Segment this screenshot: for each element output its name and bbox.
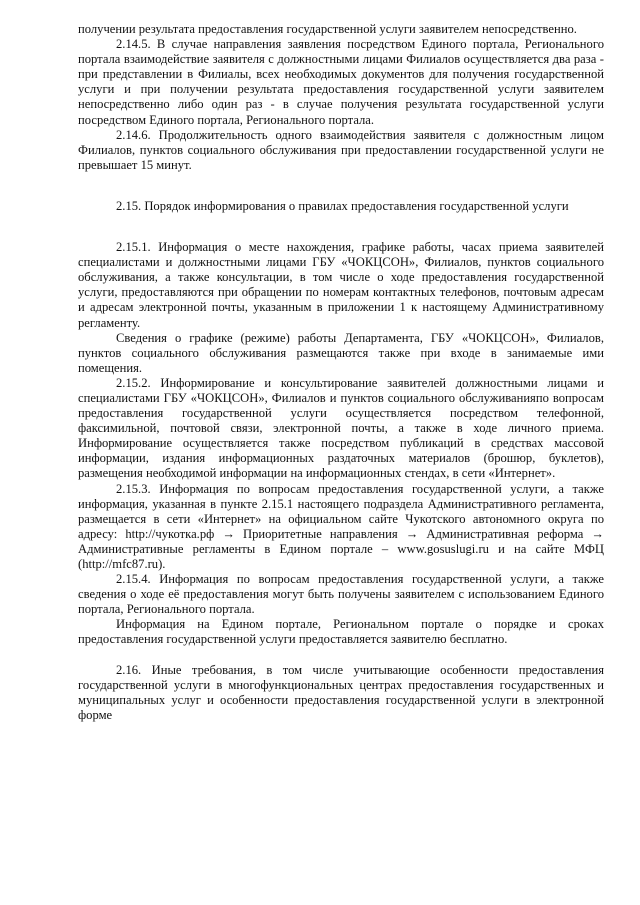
section-heading-2-16: 2.16. Иные требования, в том числе учитывающие особенности предоставления государственной услуги в многофункциональных центрах предоставления государственных и муниципальных услуг и особенности предоставления государственной услуги в электронной форме [78,662,604,722]
spacer [78,214,604,240]
section-heading-2-15: 2.15. Порядок информирования о правилах предоставления государственной услуги [116,198,569,213]
paragraph-2-15-4: 2.15.4. Информация по вопросам предоставления государственной услуги, а также сведения о ходе её предоставления могут быть получены заявителем с использованием Единого портала, Регионального портала. [78,572,604,617]
paragraph-2-15-2: 2.15.2. Информирование и консультирование заявителей должностными лицами и специалистами ГБУ «ЧОКЦСОН», Филиалов и пунктов социального обслуживанияпо вопросам предоставления государственной услуги осуществляется посредством телефонной, факсимильной, почтовой связи, электронной почты, а также в ходе личного приема. Информирование осуществляется также посредством публикаций в средствах массовой информации, издания информационных раздаточных материалов (брошюр, буклетов), размещения необходимой информации на информационных стендах, в сети «Интернет». [78,375,604,481]
spacer [78,173,604,199]
paragraph-schedule-info: Сведения о графике (режиме) работы Департамента, ГБУ «ЧОКЦСОН», Филиалов, пунктов социального обслуживания размещаются также при входе в занимаемые ими помещения. [78,330,604,375]
paragraph-2-15-1: 2.15.1. Информация о месте нахождения, графике работы, часах приема заявителей специалистами и должностными лицами ГБУ «ЧОКЦСОН», Филиалов, пунктов социального обслуживания, а также консультации, в том числе о ходе предоставления государственной услуги, предоставляются при обращении по номерам контактных телефонов, почтовым адресам и адресам электронной почты, указанным в приложении 1 к настоящему Административному регламенту. [78,240,604,330]
paragraph-portal-info: Информация на Едином портале, Региональном портале о порядке и сроках предоставления государственной услуги предоставляется заявителю бесплатно. [78,617,604,647]
paragraph-2-15-3: 2.15.3. Информация по вопросам предоставления государственной услуги, а также информация, указанная в пункте 2.15.1 настоящего подраздела Административного регламента, размещается в сети «Интернет» на официальном сайте Чукотского автономного округа по адресу: http://чукотка.рф → Приоритетные направления → Административная реформа → Административные регламенты в Едином портале – www.gosuslugi.ru и на сайте МФЦ (http://mfc87.ru). [78,481,604,571]
paragraph-continuation: получении результата предоставления государственной услуги заявителем непосредственно. [78,22,577,36]
spacer [78,648,604,663]
paragraph-2-14-5: 2.14.5. В случае направления заявления посредством Единого портала, Регионального портала взаимодействие заявителя с должностными лицами Филиалов осуществляется два раза - при представлении в Филиалы, всех необходимых документов для получения государственной услуги и при получении результата предоставления государственной услуги заявителем непосредственно либо один раз - в случае получения результата государственной услуги посредством Единого портала, Регионального портала. [78,37,604,127]
paragraph-2-14-6: 2.14.6. Продолжительность одного взаимодействия заявителя с должностным лицом Филиалов, пунктов социального обслуживания при предоставлении государственной услуги не превышает 15 минут. [78,127,604,172]
